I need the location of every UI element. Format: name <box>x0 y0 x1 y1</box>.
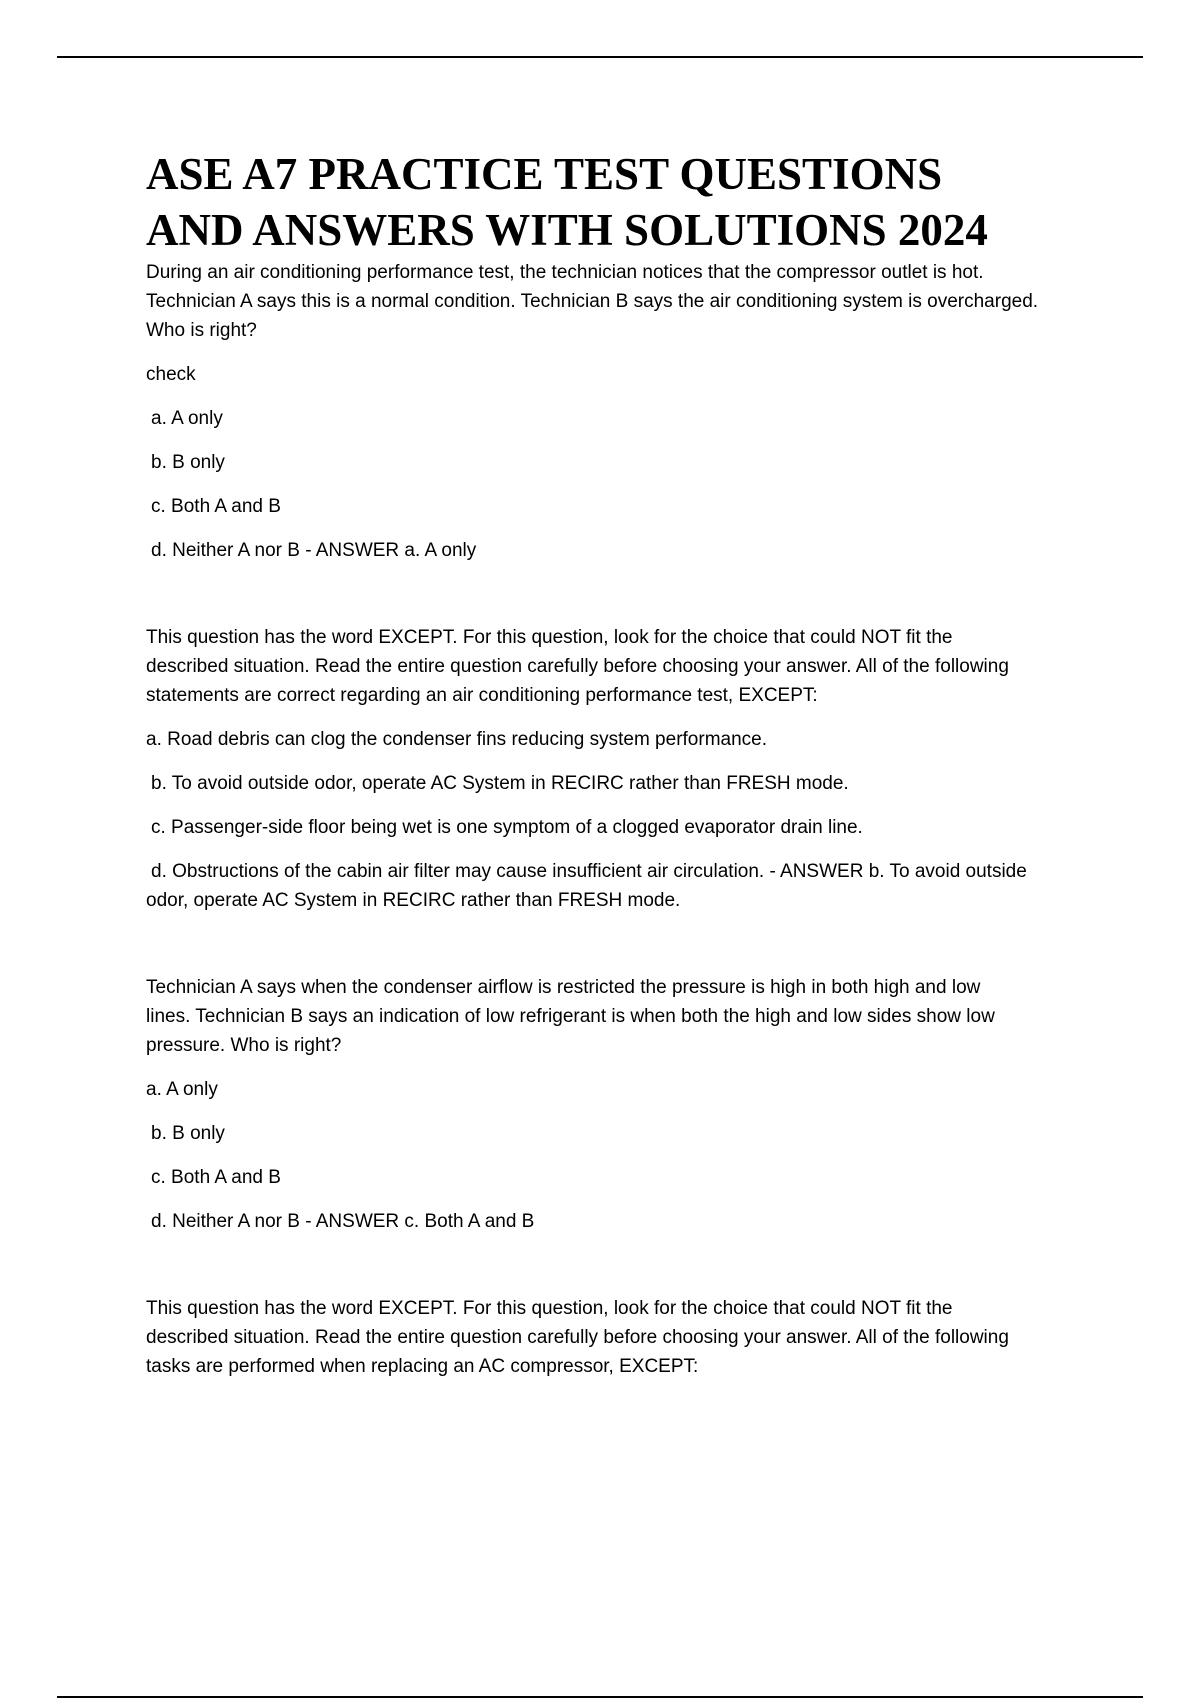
question-1-option-a: a. A only <box>151 408 223 429</box>
question-2-option-a: a. Road debris can clog the condenser fins reducing system performance. <box>146 729 767 750</box>
question-1-text: During an air conditioning performance test, the technician notices that the compressor outlet is hot. Technician A says this is a normal condition. Technician B says the air conditioning system is overcharged. Who is right? <box>146 262 1039 341</box>
question-1-option-b: b. B only <box>151 452 225 473</box>
question-2-option-b: b. To avoid outside odor, operate AC System in RECIRC rather than FRESH mode. <box>151 773 849 794</box>
question-1 <box>146 258 1096 565</box>
title-line-1: ASE A7 PRACTICE TEST QUESTIONS <box>146 149 943 199</box>
question-3-option-a: a. A only <box>146 1079 218 1100</box>
question-4-text: This question has the word EXCEPT. For this question, look for the choice that could NOT fit the described situation. Read the entire question carefully before choosing your answer. All of the following tasks are performed when replacing an AC compressor, EXCEPT: <box>146 1298 1009 1377</box>
question-1-check: check <box>146 364 196 385</box>
question-2-text: This question has the word EXCEPT. For this question, look for the choice that could NOT fit the described situation. Read the entire question carefully before choosing your answer. All of the following statements are correct regarding an air conditioning performance test, EXCEPT: <box>146 627 1009 706</box>
question-2 <box>146 623 1096 915</box>
question-4 <box>146 1294 1096 1381</box>
page-title <box>146 146 1096 258</box>
document-body <box>146 146 1096 1381</box>
question-1-option-c: c. Both A and B <box>151 496 281 517</box>
title-line-2: AND ANSWERS WITH SOLUTIONS 2024 <box>146 205 988 255</box>
question-1-option-d-answer: d. Neither A nor B - ANSWER a. A only <box>151 540 477 561</box>
top-rule <box>57 56 1143 58</box>
question-2-option-c: c. Passenger-side floor being wet is one symptom of a clogged evaporator drain line. <box>151 817 863 838</box>
question-3 <box>146 973 1096 1236</box>
question-3-option-b: b. B only <box>151 1123 225 1144</box>
bottom-rule <box>57 1696 1143 1698</box>
question-3-option-c: c. Both A and B <box>151 1167 281 1188</box>
question-3-option-d-answer: d. Neither A nor B - ANSWER c. Both A and B <box>151 1211 535 1232</box>
question-2-option-d-answer: d. Obstructions of the cabin air filter may cause insufficient air circulation. - ANSWER b. To avoid outside odor, operate AC System in RECIRC rather than FRESH mode. <box>146 861 1027 911</box>
question-3-text: Technician A says when the condenser airflow is restricted the pressure is high in both high and low lines. Technician B says an indication of low refrigerant is when both the high and low sides show low pressure. Who is right? <box>146 977 995 1056</box>
